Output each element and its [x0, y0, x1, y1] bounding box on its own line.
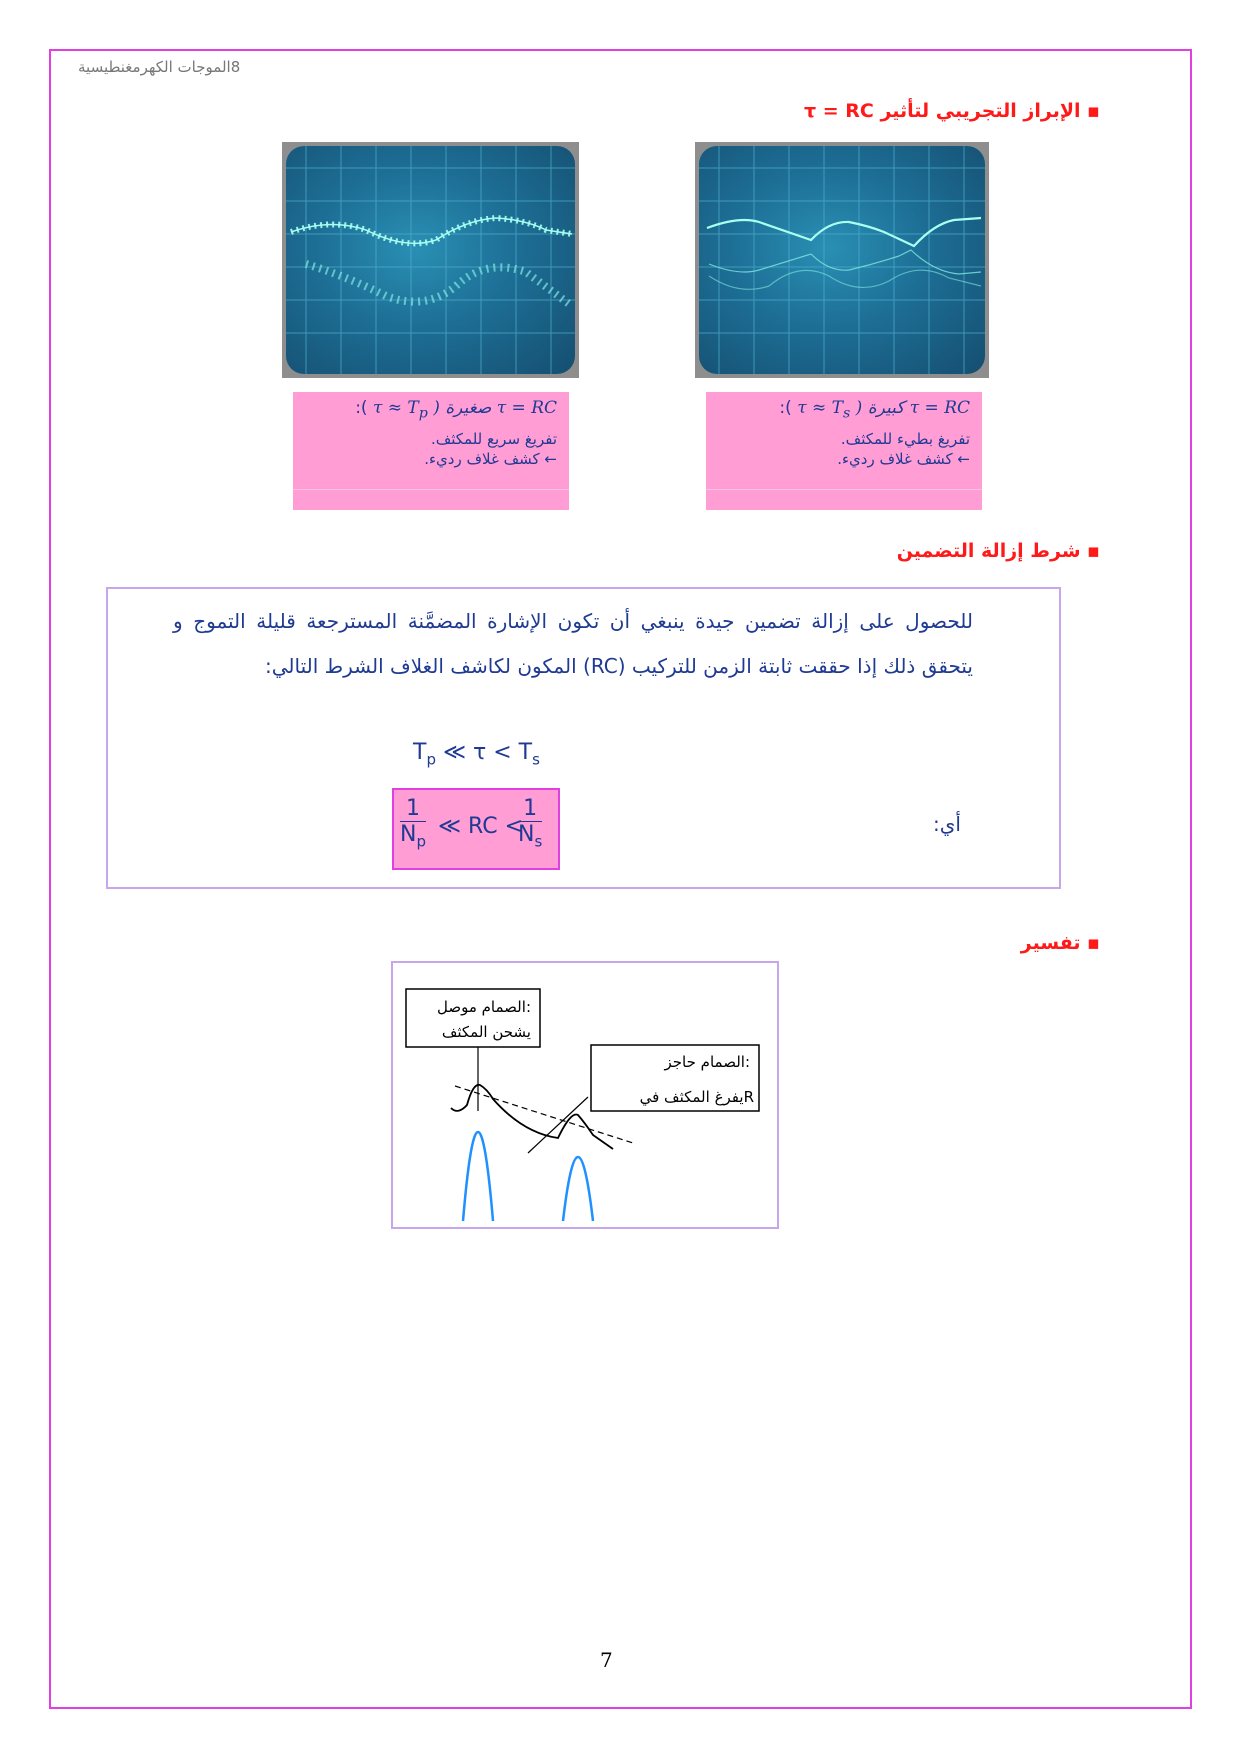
oscilloscope-trace-small-rc	[286, 146, 575, 374]
condition-paragraph: للحصول على إزالة تضمين جيدة ينبغي أن تكون الإشارة المضمَّنة المسترجعة قليلة التموج و يتحقق ذلك إذا حققت ثابتة الزمن للتركيب (RC) المكون لكاشف الغلاف الشرط التالي:	[173, 609, 973, 678]
page-number: 7	[600, 1648, 613, 1672]
caption-large-rc-line2: ← كشف غلاف رديء.	[837, 450, 970, 469]
inequality-tau: $T_p$ ≪ $\tau < T_s$	[413, 740, 540, 769]
fraction-one-over-ns: $\frac{1}{N_s}$	[518, 796, 543, 851]
caption-large-rc-line1: تفريغ بطيء للمكثف.	[840, 430, 970, 449]
fraction-one-over-np: $\frac{1}{N_p}$	[400, 796, 426, 851]
condition-box	[106, 587, 1061, 889]
envelope-detector-diagram	[391, 961, 779, 1229]
caption-small-rc	[293, 392, 569, 510]
caption-separator	[706, 489, 982, 490]
formula-middle: ≪ RC <	[438, 814, 524, 839]
section-title-demodulation-condition: ▪ شرط إزالة التضمين	[896, 540, 1100, 562]
caption-large-rc-head: τ = RC كبيرة ( $\tau \approx T_s$ ):	[779, 398, 970, 422]
diagram-box2-line1: الصمام حاجز:	[664, 1053, 750, 1071]
caption-small-rc-line2: ← كشف غلاف رديء.	[424, 450, 557, 469]
caption-small-rc-head: τ = RC صغيرة ( $\tau \approx T_p$ ):	[355, 398, 557, 422]
diagram-box1-line1: الصمام موصل:	[437, 998, 531, 1016]
diagram-box2-line2: يفرغ المكثف فيR	[639, 1088, 754, 1106]
caption-separator	[293, 489, 569, 490]
caption-large-rc	[706, 392, 982, 510]
caption-small-rc-line1: تفريغ سريع للمكثف.	[430, 430, 557, 449]
oscilloscope-image-small-rc	[282, 142, 579, 378]
diagram-box1-line2: يشحن المكثف	[441, 1023, 531, 1041]
oscilloscope-image-large-rc	[695, 142, 989, 378]
section-title-explanation: ▪ تفسير	[1020, 932, 1100, 954]
oscilloscope-trace-large-rc	[699, 146, 985, 374]
page-header: 8الموجات الكهرمغنطيسية	[78, 58, 241, 76]
ai-label: أي:	[933, 812, 961, 836]
formula-box-rc	[392, 788, 560, 870]
diagram-drawing	[393, 963, 777, 1227]
section-title-rc-effect: ▪ الإبراز التجريبي لتأثير τ = RC	[803, 100, 1100, 122]
